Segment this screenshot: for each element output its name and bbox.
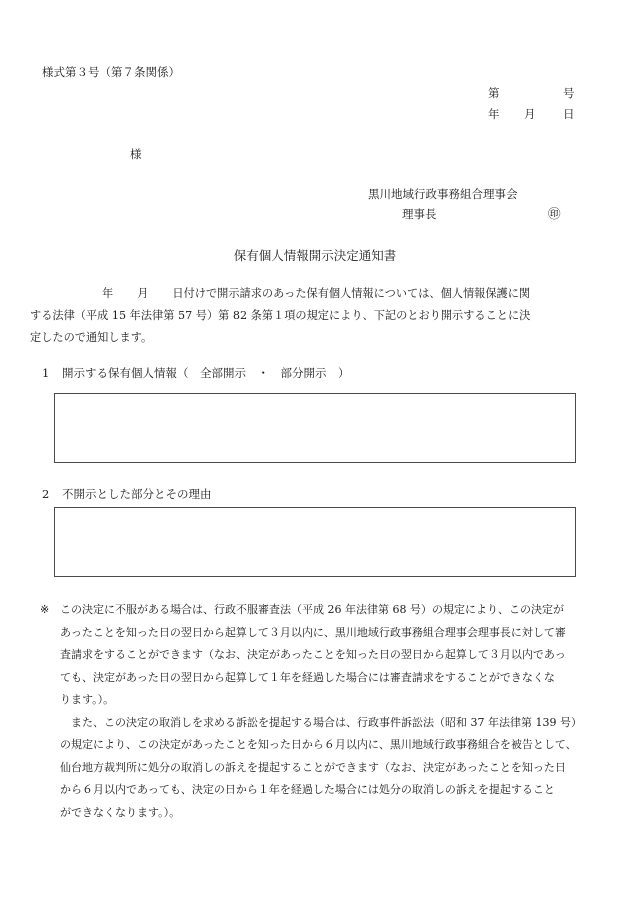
intro-month: 月	[137, 287, 149, 300]
notice-p2-line: の規定により、この決定があったことを知った日から６月以内に、黒川地域行政事務組合を被告として、	[60, 738, 577, 751]
notice-p1-line: あったことを知った日の翌日から起算して３月以内に、黒川地域行政事務組合理事会理事長に対して審	[60, 625, 566, 639]
section-2-label: 不開示とした部分とその理由	[62, 487, 212, 501]
date-year: 年	[488, 107, 500, 121]
notice-p1-line: ります。）。	[60, 693, 115, 706]
intro-paragraph	[30, 283, 590, 349]
recipient-suffix: 様	[130, 147, 142, 161]
non-disclosure-reason-field[interactable]	[54, 507, 576, 577]
note-mark: ※	[40, 603, 50, 616]
intro-line-1-rest: 日付けで開示請求のあった保有個人情報については、個人情報保護に関	[172, 287, 531, 300]
seal-icon: ㊞	[548, 206, 561, 221]
appeal-notice	[30, 599, 590, 824]
number-prefix: 第	[488, 86, 500, 100]
issuer-title: 理事長	[402, 207, 437, 221]
notice-p2-line: また、この決定の取消しを求める訴訟を提起する場合は、行政事件訴訟法（昭和 37 年法律第 139 号）	[71, 715, 582, 729]
date-day: 日	[563, 107, 575, 121]
document-title: 保有個人情報開示決定通知書	[233, 248, 397, 263]
notice-p2-line: 仙台地方裁判所に処分の取消しの訴えを提起することができます（なお、決定があったことを知った日	[60, 760, 566, 774]
notice-p1-line: この決定に不服がある場合は、行政不服審査法（平成 26 年法律第 68 号）の規定により、この決定が	[60, 603, 564, 616]
form-label: 様式第３号（第７条関係）	[42, 65, 180, 79]
number-suffix: 号	[563, 86, 575, 100]
notice-p1-line: ても、決定があった日の翌日から起算して１年を経過した場合には審査請求をすることができなくな	[60, 670, 555, 684]
disclosed-info-field[interactable]	[54, 393, 576, 463]
notice-p1-line: 査請求をすることができます（なお、決定があったことを知った日の翌日から起算して３月以内であっ	[60, 648, 566, 661]
issuer-org: 黒川地域行政事務組合理事会	[368, 187, 518, 201]
notice-p2-line: ができなくなります。）。	[60, 805, 181, 819]
notice-p2-line: から６月以内であっても、決定の日から１年を経過した場合には処分の取消しの訴えを提起すること	[60, 783, 555, 796]
date-month: 月	[524, 107, 536, 121]
intro-year: 年	[102, 287, 114, 300]
section-2-number: 2	[42, 487, 50, 501]
section-1-number: 1	[42, 366, 50, 380]
section-1-label: 開示する保有個人情報（ 全部開示 ・ 部分開示 ）	[62, 366, 350, 380]
intro-line-3: 定したので通知します。	[30, 331, 153, 344]
intro-line-2: する法律（平成 15 年法律第 57 号）第 82 条第１項の規定により、下記のとおり開示することに決	[30, 309, 531, 322]
intro-line-1	[30, 283, 590, 305]
